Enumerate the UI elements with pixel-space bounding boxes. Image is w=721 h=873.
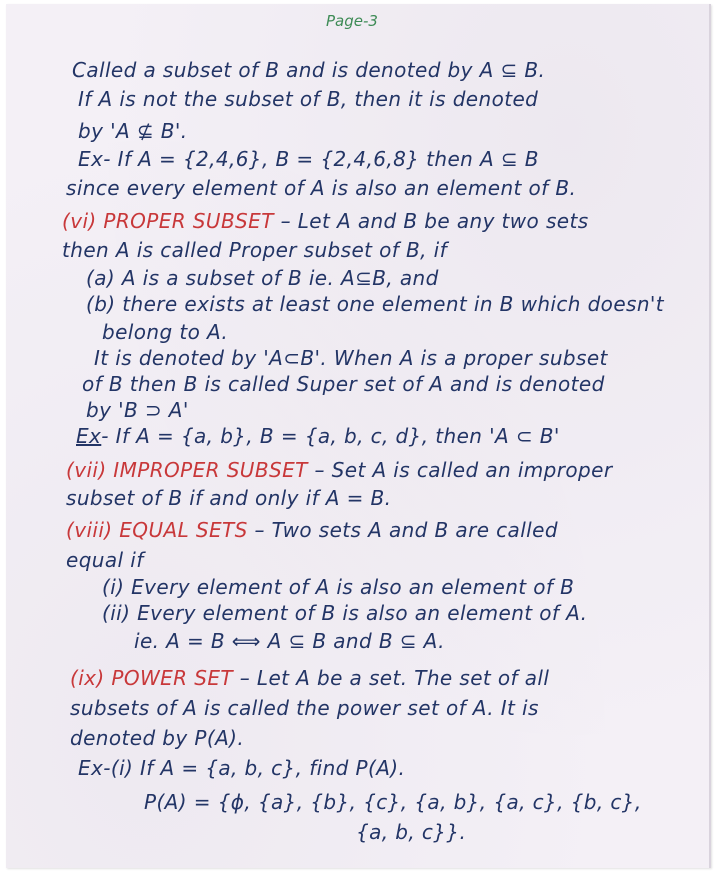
text-line: of B then B is called Super set of A and is denoted	[82, 372, 605, 396]
text-line: (i) Every element of A is also an element of B	[102, 575, 575, 599]
section-text: – Let A be a set. The set of all	[232, 666, 550, 690]
example-line	[76, 424, 560, 448]
text-line: Ex- If A = {2,4,6}, B = {2,4,6,8} then A ⊆ B	[78, 147, 539, 171]
section-heading-line	[70, 666, 549, 690]
text-line: by 'A ⊈ B'.	[78, 119, 188, 143]
section-title-equal-sets: (viii) EQUAL SETS	[66, 518, 248, 542]
text-line: (a) A is a subset of B ie. A⊆B, and	[86, 266, 439, 290]
text-line: ie. A = B ⟺ A ⊆ B and B ⊆ A.	[134, 629, 445, 653]
page-number: Page-3	[326, 12, 378, 30]
text-line: since every element of A is also an element of B.	[66, 176, 577, 200]
text-line: It is denoted by 'A⊂B'. When A is a proper subset	[94, 346, 608, 370]
text-line: {a, b, c}}.	[356, 820, 467, 844]
section-title-power-set: (ix) POWER SET	[70, 666, 233, 690]
text-line: by 'B ⊃ A'	[86, 398, 189, 422]
text-line: equal if	[66, 548, 144, 572]
text-line: P(A) = {ϕ, {a}, {b}, {c}, {a, b}, {a, c}, {b, c},	[144, 790, 642, 814]
notebook-page	[6, 4, 711, 868]
text-line: denoted by P(A).	[70, 726, 245, 750]
text-line: Ex-(i) If A = {a, b, c}, find P(A).	[78, 756, 406, 780]
section-title-proper-subset: (vi) PROPER SUBSET	[62, 209, 274, 233]
text-line: If A is not the subset of B, then it is denoted	[78, 87, 539, 111]
section-text: – Let A and B be any two sets	[273, 209, 589, 233]
text-line: then A is called Proper subset of B, if	[62, 238, 448, 262]
section-text: – Set A is called an improper	[307, 458, 613, 482]
example-label: Ex	[76, 424, 102, 448]
section-heading-line	[66, 458, 612, 482]
section-text: – Two sets A and B are called	[247, 518, 558, 542]
text-line: subset of B if and only if A = B.	[66, 486, 392, 510]
example-text: - If A = {a, b}, B = {a, b, c, d}, then 'A ⊂ B'	[101, 424, 560, 448]
section-heading-line	[62, 209, 589, 233]
text-line: Called a subset of B and is denoted by A ⊆ B.	[72, 58, 546, 82]
text-line: (ii) Every element of B is also an element of A.	[102, 601, 588, 625]
text-line: (b) there exists at least one element in B which doesn't	[86, 292, 665, 316]
section-heading-line	[66, 518, 558, 542]
text-line: belong to A.	[102, 320, 229, 344]
section-title-improper-subset: (vii) IMPROPER SUBSET	[66, 458, 308, 482]
text-line: subsets of A is called the power set of A. It is	[70, 696, 539, 720]
